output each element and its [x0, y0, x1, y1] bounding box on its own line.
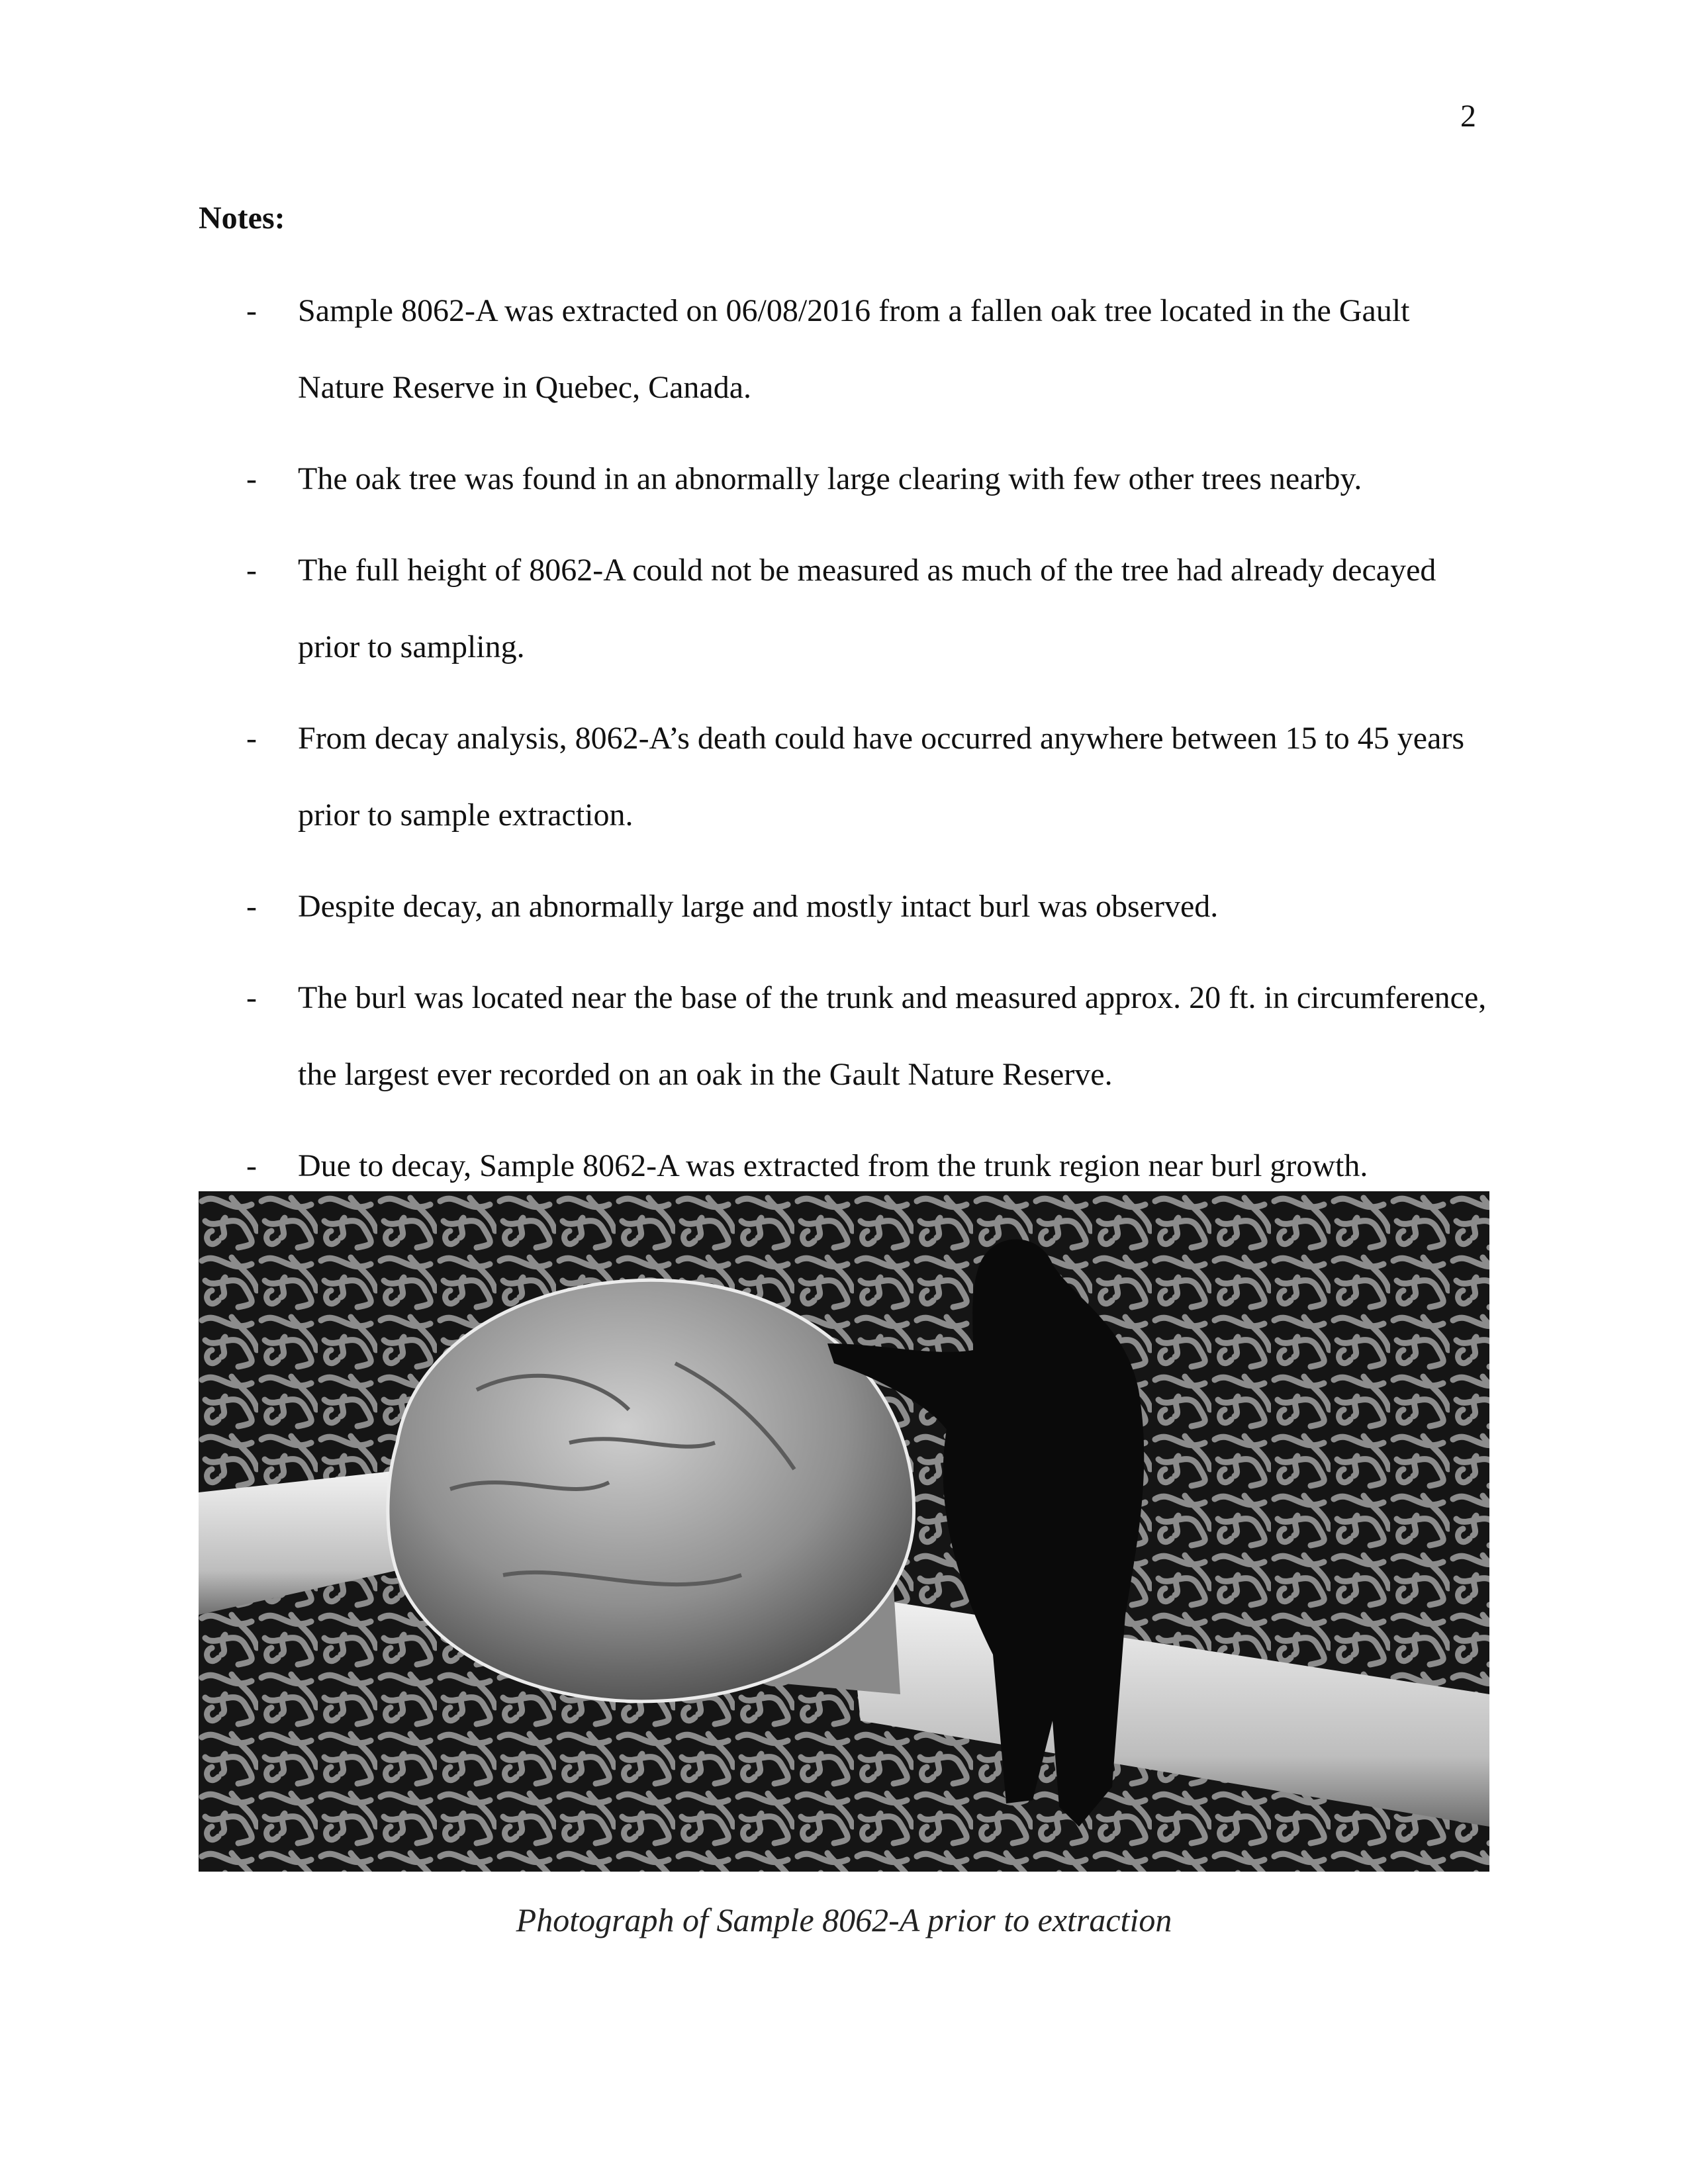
note-item [199, 532, 1489, 686]
sample-photograph [199, 1191, 1489, 1872]
notes-heading: Notes: [199, 201, 285, 236]
note-text: Due to decay, Sample 8062-A was extracted from the trunk region near burl growth. [298, 1148, 1368, 1183]
page-number: 2 [1460, 99, 1476, 134]
note-item [199, 441, 1489, 518]
notes-list [199, 273, 1489, 1219]
note-text: Despite decay, an abnormally large and mostly intact burl was observed. [298, 889, 1219, 924]
note-item [199, 868, 1489, 945]
bullet-dash: - [246, 980, 257, 1015]
note-item [199, 700, 1489, 854]
bullet-dash: - [246, 889, 257, 924]
note-text: The full height of 8062-A could not be measured as much of the tree had already decayed prior to sampling. [298, 553, 1436, 664]
note-text: The burl was located near the base of the trunk and measured approx. 20 ft. in circumference, the largest ever recorded on an oak in the Gault Nature Reserve. [298, 980, 1487, 1092]
note-text: Sample 8062-A was extracted on 06/08/2016 from a fallen oak tree located in the Gault Nature Reserve in Quebec, Canada. [298, 293, 1410, 405]
note-item [199, 960, 1489, 1113]
note-text: From decay analysis, 8062-A’s death could have occurred anywhere between 15 to 45 years prior to sample extraction. [298, 721, 1465, 833]
bullet-dash: - [246, 461, 257, 496]
note-text: The oak tree was found in an abnormally large clearing with few other trees nearby. [298, 461, 1362, 496]
note-item [199, 273, 1489, 426]
bullet-dash: - [246, 721, 257, 756]
bullet-dash: - [246, 293, 257, 328]
burl [388, 1280, 914, 1702]
figure-caption: Photograph of Sample 8062-A prior to extraction [516, 1901, 1172, 1938]
bullet-dash: - [246, 1148, 257, 1183]
bullet-dash: - [246, 553, 257, 588]
